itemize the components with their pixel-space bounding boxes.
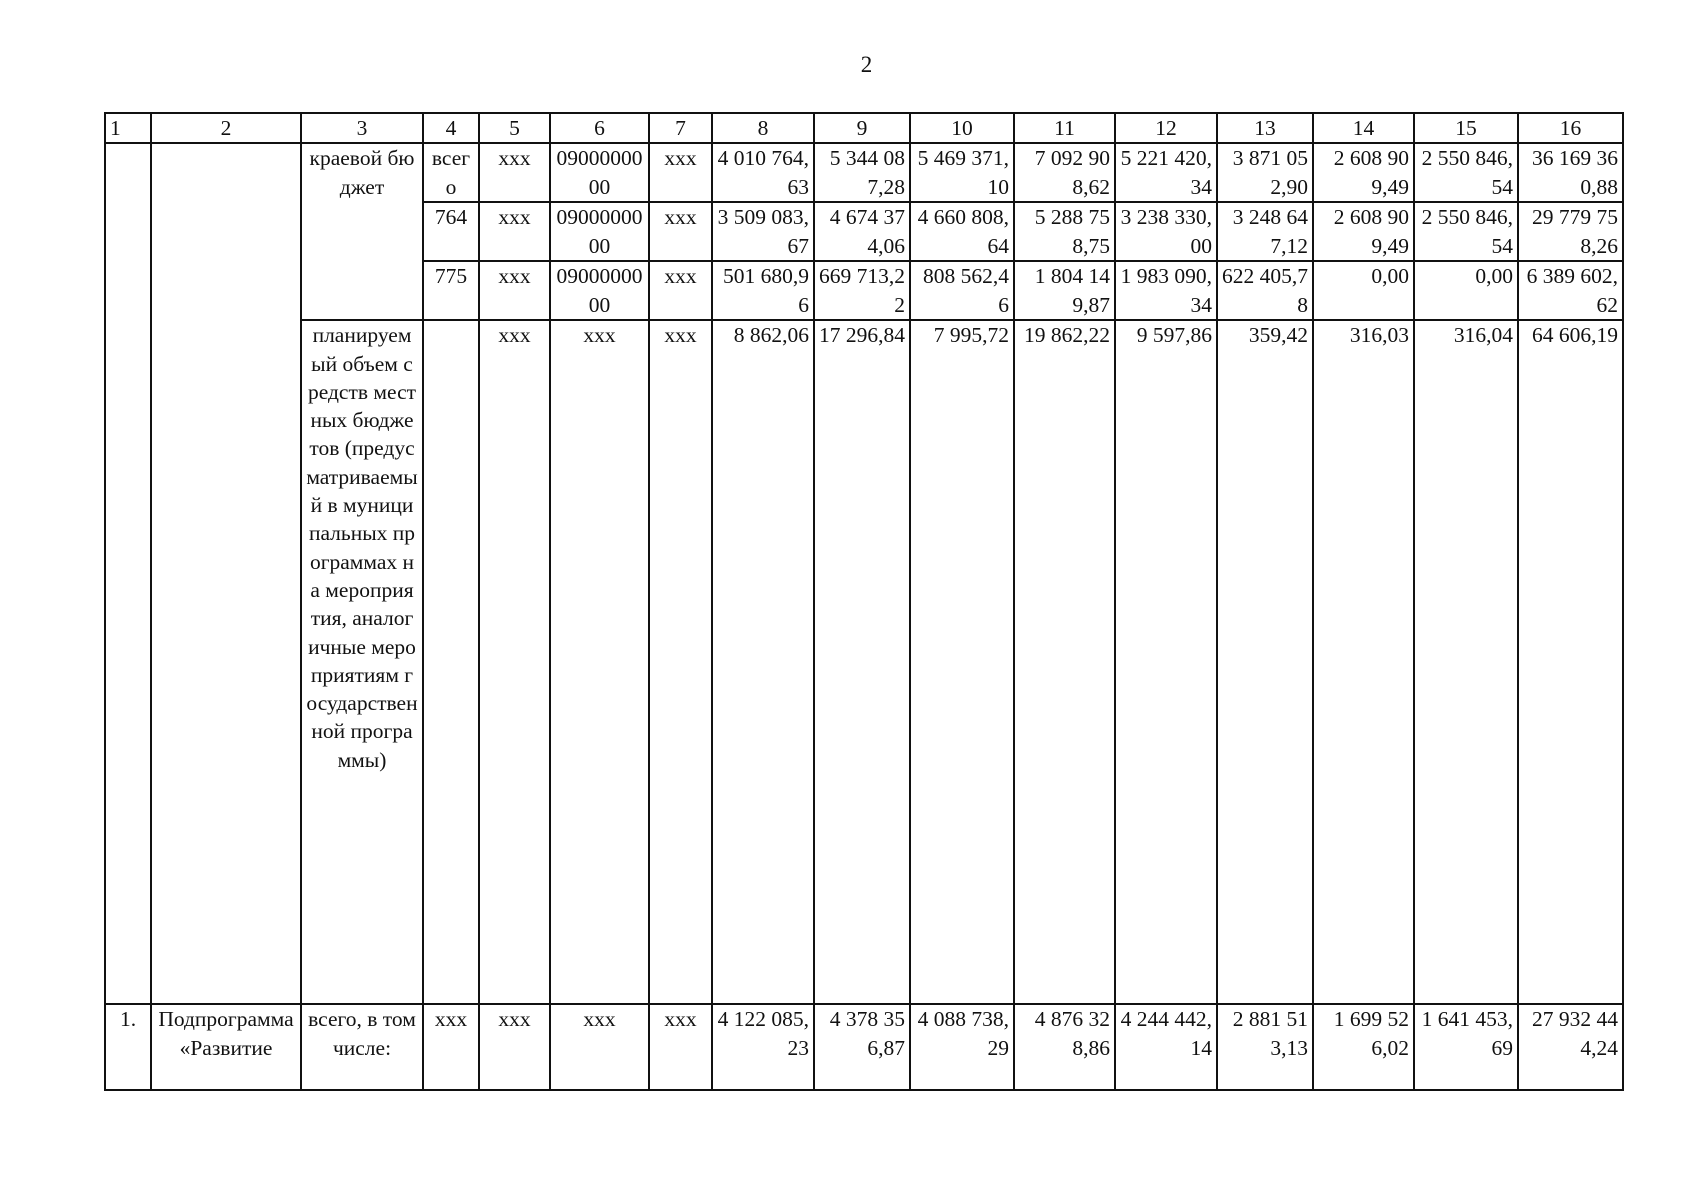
amount-cell: 808 562,46 xyxy=(910,261,1014,320)
amount-cell: 5 344 087,28 xyxy=(814,143,910,202)
code-cell: 0900000000 xyxy=(550,202,649,261)
table-row xyxy=(105,143,1623,202)
table-row xyxy=(105,1004,1623,1090)
amount-cell: 501 680,96 xyxy=(712,261,814,320)
amount-cell: 8 862,06 xyxy=(712,320,814,1004)
amount-cell: 0,00 xyxy=(1414,261,1518,320)
amount-cell: 6 389 602,62 xyxy=(1518,261,1623,320)
amount-cell: 1 641 453,69 xyxy=(1414,1004,1518,1090)
row-number-cell xyxy=(105,143,151,1004)
code-cell: ххх xyxy=(550,1004,649,1090)
column-header: 9 xyxy=(814,113,910,143)
column-header: 13 xyxy=(1217,113,1313,143)
column-header: 11 xyxy=(1014,113,1115,143)
amount-cell: 5 469 371,10 xyxy=(910,143,1014,202)
amount-cell: 0,00 xyxy=(1313,261,1414,320)
column-header: 8 xyxy=(712,113,814,143)
amount-cell: 4 010 764,63 xyxy=(712,143,814,202)
header-row xyxy=(105,113,1623,143)
amount-cell: 27 932 444,24 xyxy=(1518,1004,1623,1090)
code-cell: ххх xyxy=(479,1004,550,1090)
column-header: 3 xyxy=(301,113,423,143)
column-header: 2 xyxy=(151,113,301,143)
column-header: 15 xyxy=(1414,113,1518,143)
column-header: 5 xyxy=(479,113,550,143)
code-cell: ххх xyxy=(479,261,550,320)
code-cell: ххх xyxy=(649,1004,712,1090)
column-header: 14 xyxy=(1313,113,1414,143)
program-name-cell xyxy=(151,143,301,1004)
code-cell: ххх xyxy=(550,320,649,1004)
code-cell: всего xyxy=(423,143,479,202)
amount-cell: 4 876 328,86 xyxy=(1014,1004,1115,1090)
page-number: 2 xyxy=(860,52,873,77)
amount-cell: 4 660 808,64 xyxy=(910,202,1014,261)
amount-cell: 4 122 085,23 xyxy=(712,1004,814,1090)
amount-cell: 359,42 xyxy=(1217,320,1313,1004)
amount-cell: 1 983 090,34 xyxy=(1115,261,1217,320)
amount-cell: 4 378 356,87 xyxy=(814,1004,910,1090)
column-header: 1 xyxy=(105,113,151,143)
code-cell: ххх xyxy=(649,143,712,202)
budget-table xyxy=(104,112,1624,1091)
amount-cell: 316,03 xyxy=(1313,320,1414,1004)
column-header: 10 xyxy=(910,113,1014,143)
column-header: 12 xyxy=(1115,113,1217,143)
code-cell: ххх xyxy=(479,320,550,1004)
code-cell: ххх xyxy=(649,261,712,320)
code-cell: 0900000000 xyxy=(550,143,649,202)
code-cell: ххх xyxy=(649,202,712,261)
amount-cell: 2 550 846,54 xyxy=(1414,202,1518,261)
column-header: 4 xyxy=(423,113,479,143)
code-cell: 0900000000 xyxy=(550,261,649,320)
amount-cell: 29 779 758,26 xyxy=(1518,202,1623,261)
source-cell: краевой бюджет xyxy=(301,143,423,320)
amount-cell: 1 804 149,87 xyxy=(1014,261,1115,320)
table-row xyxy=(105,320,1623,1004)
column-header: 7 xyxy=(649,113,712,143)
amount-cell: 2 608 909,49 xyxy=(1313,202,1414,261)
amount-cell: 4 088 738,29 xyxy=(910,1004,1014,1090)
amount-cell: 19 862,22 xyxy=(1014,320,1115,1004)
amount-cell: 2 550 846,54 xyxy=(1414,143,1518,202)
amount-cell: 316,04 xyxy=(1414,320,1518,1004)
code-cell: 764 xyxy=(423,202,479,261)
amount-cell: 2 608 909,49 xyxy=(1313,143,1414,202)
amount-cell: 9 597,86 xyxy=(1115,320,1217,1004)
source-cell: планируемый объем средств местных бюджетов (предусматриваемый в муниципальных программах на мероприятия, аналогичные мероприятиям государственной программы) xyxy=(301,320,423,1004)
amount-cell: 2 881 513,13 xyxy=(1217,1004,1313,1090)
amount-cell: 5 288 758,75 xyxy=(1014,202,1115,261)
amount-cell: 7 092 908,62 xyxy=(1014,143,1115,202)
amount-cell: 1 699 526,02 xyxy=(1313,1004,1414,1090)
amount-cell: 64 606,19 xyxy=(1518,320,1623,1004)
code-cell xyxy=(423,320,479,1004)
amount-cell: 3 248 647,12 xyxy=(1217,202,1313,261)
amount-cell: 4 244 442,14 xyxy=(1115,1004,1217,1090)
amount-cell: 3 509 083,67 xyxy=(712,202,814,261)
source-cell: всего, в том числе: xyxy=(301,1004,423,1090)
program-name-cell: Подпрограмма «Развитие xyxy=(151,1004,301,1090)
code-cell: 775 xyxy=(423,261,479,320)
column-header: 16 xyxy=(1518,113,1623,143)
amount-cell: 7 995,72 xyxy=(910,320,1014,1004)
code-cell: ххх xyxy=(479,143,550,202)
column-header: 6 xyxy=(550,113,649,143)
amount-cell: 5 221 420,34 xyxy=(1115,143,1217,202)
code-cell: ххх xyxy=(423,1004,479,1090)
amount-cell: 4 674 374,06 xyxy=(814,202,910,261)
code-cell: ххх xyxy=(479,202,550,261)
amount-cell: 36 169 360,88 xyxy=(1518,143,1623,202)
amount-cell: 669 713,22 xyxy=(814,261,910,320)
amount-cell: 622 405,78 xyxy=(1217,261,1313,320)
row-number-cell: 1. xyxy=(105,1004,151,1090)
amount-cell: 3 238 330,00 xyxy=(1115,202,1217,261)
amount-cell: 17 296,84 xyxy=(814,320,910,1004)
code-cell: ххх xyxy=(649,320,712,1004)
amount-cell: 3 871 052,90 xyxy=(1217,143,1313,202)
